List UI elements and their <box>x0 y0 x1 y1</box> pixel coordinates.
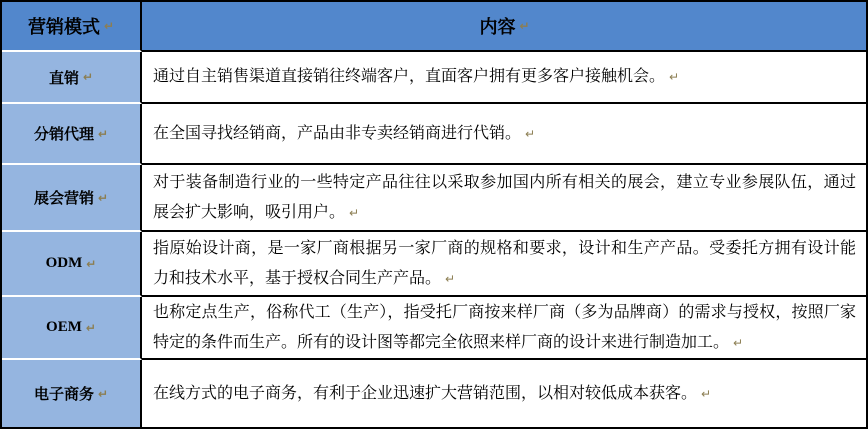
paragraph-mark-icon: ↵ <box>349 205 360 220</box>
row-content-text: 通过自主销售渠道直接销往终端客户，直面客户拥有更多客户接触机会。 ↵ <box>153 68 680 85</box>
row-mode-label: 展会营销 <box>33 191 94 207</box>
paragraph-mark-icon: ↵ <box>701 386 712 401</box>
row-content-cell <box>142 232 866 297</box>
row-mode-cell <box>2 297 142 360</box>
header-mode-label: 营销模式 <box>27 17 100 37</box>
row-content-text: 在全国寻找经销商，产品由非专卖经销商进行代销。 ↵ <box>153 124 536 142</box>
header-mode-cell <box>2 2 142 52</box>
paragraph-mark-icon: ↵ <box>97 126 109 141</box>
table-row <box>2 297 866 360</box>
header-content-label: 内容 <box>479 17 516 37</box>
row-mode-cell <box>2 104 142 165</box>
paragraph-mark-icon: ↵ <box>669 70 680 84</box>
paragraph-mark-icon: ↵ <box>86 256 97 271</box>
paragraph-mark-icon: ↵ <box>445 271 456 286</box>
row-mode-label: OEM <box>46 319 82 335</box>
row-mode-label: 直销 <box>48 70 79 87</box>
paragraph-mark-icon: ↵ <box>97 190 109 205</box>
row-mode-label: 分销代理 <box>33 127 94 143</box>
row-content-text: 在线方式的电子商务，有利于企业迅速扩大营销范围，以相对较低成本获客。 ↵ <box>153 384 712 402</box>
table-row <box>2 232 866 297</box>
table-row <box>2 52 866 104</box>
paragraph-mark-icon: ↵ <box>103 19 115 33</box>
paragraph-mark-icon: ↵ <box>82 70 94 84</box>
row-mode-cell <box>2 165 142 232</box>
row-content-cell <box>142 360 866 427</box>
row-mode-label: 电子商务 <box>33 387 94 403</box>
table-row <box>2 360 866 427</box>
row-mode-label: ODM <box>45 255 83 271</box>
row-content-text: 也称定点生产，俗称代工（生产），指受托厂商按来样厂商（多为品牌商）的需求与授权，按照厂家特定的条件而生产。所有的设计图等都完全依照来样厂商的设计来进行制造加工。 ↵ <box>153 303 856 351</box>
header-content-cell <box>142 2 866 52</box>
paragraph-mark-icon: ↵ <box>733 335 744 350</box>
row-content-text: 指原始设计商，是一家厂商根据另一家厂商的规格和要求，设计和生产产品。受委托方拥有设计能力和技术水平，基于授权合同生产产品。 ↵ <box>153 239 856 287</box>
table-row <box>2 165 866 232</box>
row-content-cell <box>142 165 866 232</box>
row-mode-cell <box>2 52 142 104</box>
paragraph-mark-icon: ↵ <box>85 320 96 335</box>
row-content-cell <box>142 52 866 104</box>
paragraph-mark-icon: ↵ <box>97 386 109 401</box>
paragraph-mark-icon: ↵ <box>525 126 536 141</box>
table-header-row <box>2 2 866 52</box>
table-row <box>2 104 866 165</box>
paragraph-mark-icon: ↵ <box>519 19 530 33</box>
row-content-text: 对于装备制造行业的一些特定产品往往以采取参加国内所有相关的展会，建立专业参展队伍，通过展会扩大影响，吸引用户。 ↵ <box>153 173 856 221</box>
row-content-cell <box>142 297 866 360</box>
row-mode-cell <box>2 360 142 427</box>
row-mode-cell <box>2 232 142 297</box>
row-content-cell <box>142 104 866 165</box>
